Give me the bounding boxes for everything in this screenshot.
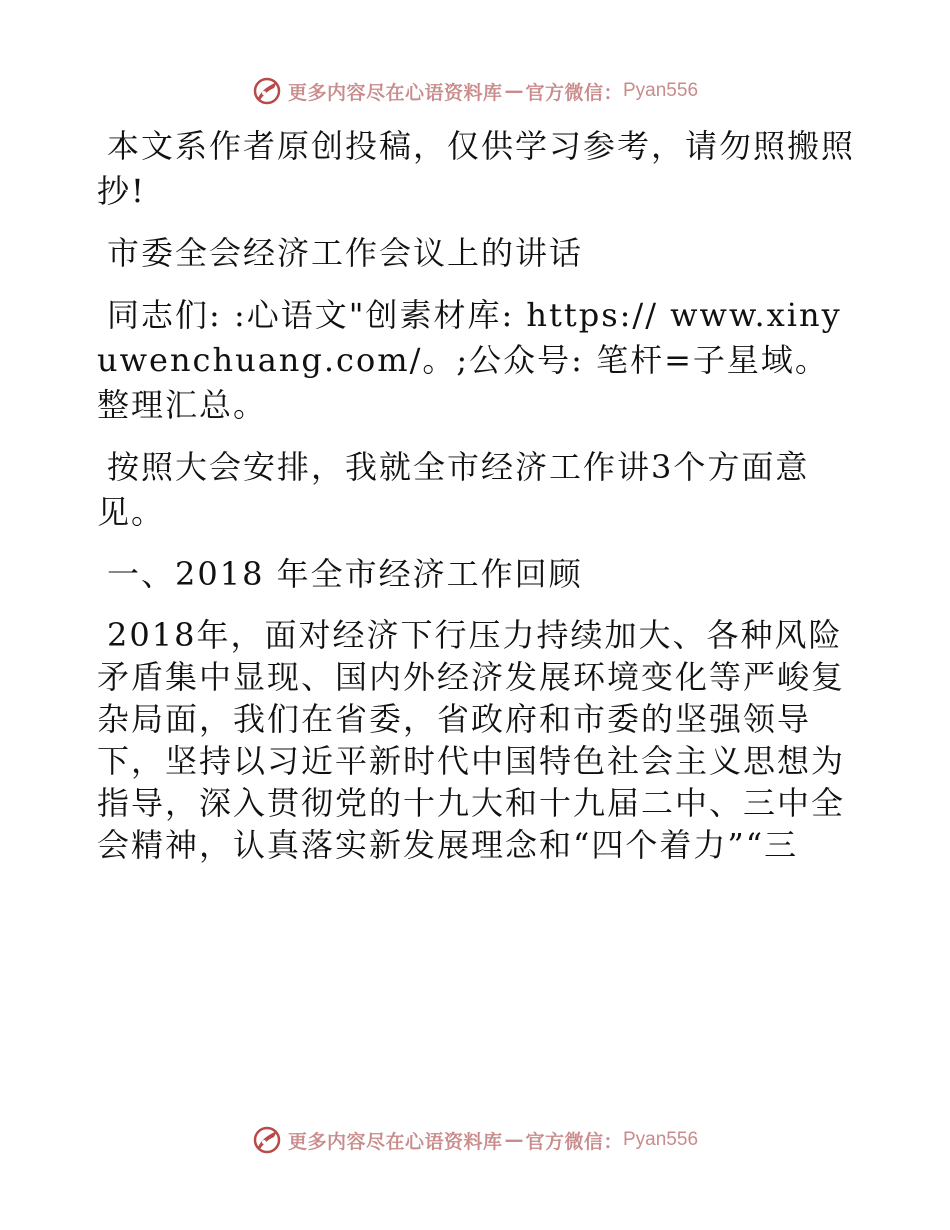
watermark-header [0, 71, 950, 111]
greeting-paragraph: 同志们: :心语文"创素材库: https:// www.xinyuwenchuang.com/。;公众号: 笔杆=子星域。整理汇总。 [97, 296, 842, 424]
watermark-dash: — [504, 80, 524, 102]
watermark-wechat-label: 官方微信： [525, 81, 623, 104]
document-body [97, 124, 857, 883]
watermark-wechat-id: Pyan556 [623, 1129, 699, 1150]
watermark-wechat-id: Pyan556 [623, 80, 699, 101]
watermark-text: 更多内容尽在心语资料库 [287, 81, 503, 104]
pen-logo-icon [252, 1125, 282, 1155]
watermark-text: 更多内容尽在心语资料库 [287, 1130, 503, 1153]
pen-logo-icon [252, 76, 282, 106]
watermark-dash: — [504, 1129, 524, 1151]
section-heading-1: 一、2018 年全市经济工作回顾 [107, 555, 583, 593]
watermark-wechat-label: 官方微信： [525, 1130, 623, 1153]
body-paragraph: 2018年，面对经济下行压力持续加大、各种风险矛盾集中显现、国内外经济发展环境变化等严峻复杂局面，我们在省委，省政府和市委的坚强领导下，坚持以习近平新时代中国特色社会主义思想为指导，深入贯彻党的十九大和十九届二中、三中全会精神，认真落实新发展理念和“四个着力”“三 [97, 616, 846, 864]
watermark-footer [0, 1120, 950, 1160]
disclaimer-paragraph: 本文系作者原创投稿，仅供学习参考，请勿照搬照抄! [97, 127, 856, 210]
intro-paragraph: 按照大会安排，我就全市经济工作讲3个方面意见。 [97, 448, 810, 531]
speech-title: 市委全会经济工作会议上的讲话 [107, 234, 584, 272]
